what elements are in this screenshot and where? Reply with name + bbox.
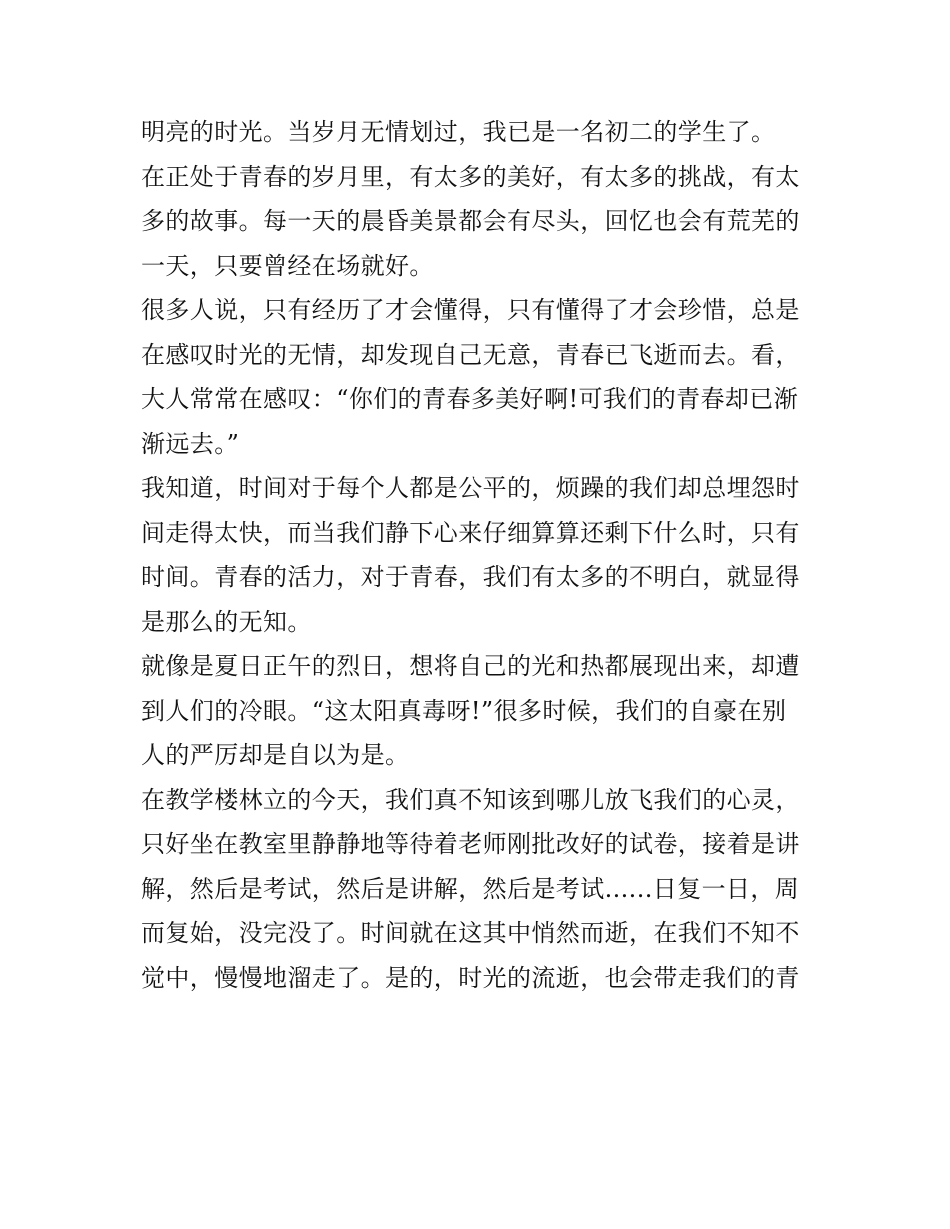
text-line: 人的严厉却是自以为是。 <box>141 741 410 769</box>
text-line: 我知道，时间对于每个人都是公平的，烦躁的我们却总埋怨时 <box>141 474 800 502</box>
text-line: 大人常常在感叹：“你们的青春多美好啊!可我们的青春却已渐 <box>141 385 799 413</box>
text-line: 很多人说，只有经历了才会懂得，只有懂得了才会珍惜，总是 <box>141 296 800 324</box>
text-line: 只好坐在教室里静静地等待着老师刚批改好的试卷，接着是讲 <box>141 830 800 858</box>
text-line: 一天，只要曾经在场就好。 <box>141 251 434 280</box>
text-line: 在教学楼林立的今天，我们真不知该到哪儿放飞我们的心灵， <box>141 785 800 814</box>
text-line: 渐远去。” <box>141 429 240 458</box>
text-line: 在感叹时光的无情，却发现自己无意，青春已飞逝而去。看， <box>141 340 800 369</box>
text-line: 觉中，慢慢地溜走了。是的，时光的流逝，也会带走我们的青 <box>141 963 800 992</box>
text-line: 时间。青春的活力，对于青春，我们有太多的不明白，就显得 <box>141 563 800 591</box>
text-line: 明亮的时光。当岁月无情划过，我已是一名初二的学生了。 <box>141 118 776 146</box>
text-line: 间走得太快，而当我们静下心来仔细算算还剩下什么时，只有 <box>141 518 800 547</box>
text-line: 是那么的无知。 <box>141 607 312 636</box>
text-line: 在正处于青春的岁月里，有太多的美好，有太多的挑战，有太 <box>141 162 800 191</box>
text-line: 而复始，没完没了。时间就在这其中悄然而逝，在我们不知不 <box>141 919 800 947</box>
text-line: 就像是夏日正午的烈日，想将自己的光和热都展现出来，却遭 <box>141 652 800 680</box>
text-line: 到人们的冷眼。“这太阳真毒呀!”很多时候，我们的自豪在别 <box>141 696 787 725</box>
text-line: 多的故事。每一天的晨昏美景都会有尽头，回忆也会有荒芜的 <box>141 207 800 235</box>
document-body <box>141 110 813 1000</box>
text-line: 解，然后是考试，然后是讲解，然后是考试......日复一日，周 <box>141 874 800 903</box>
